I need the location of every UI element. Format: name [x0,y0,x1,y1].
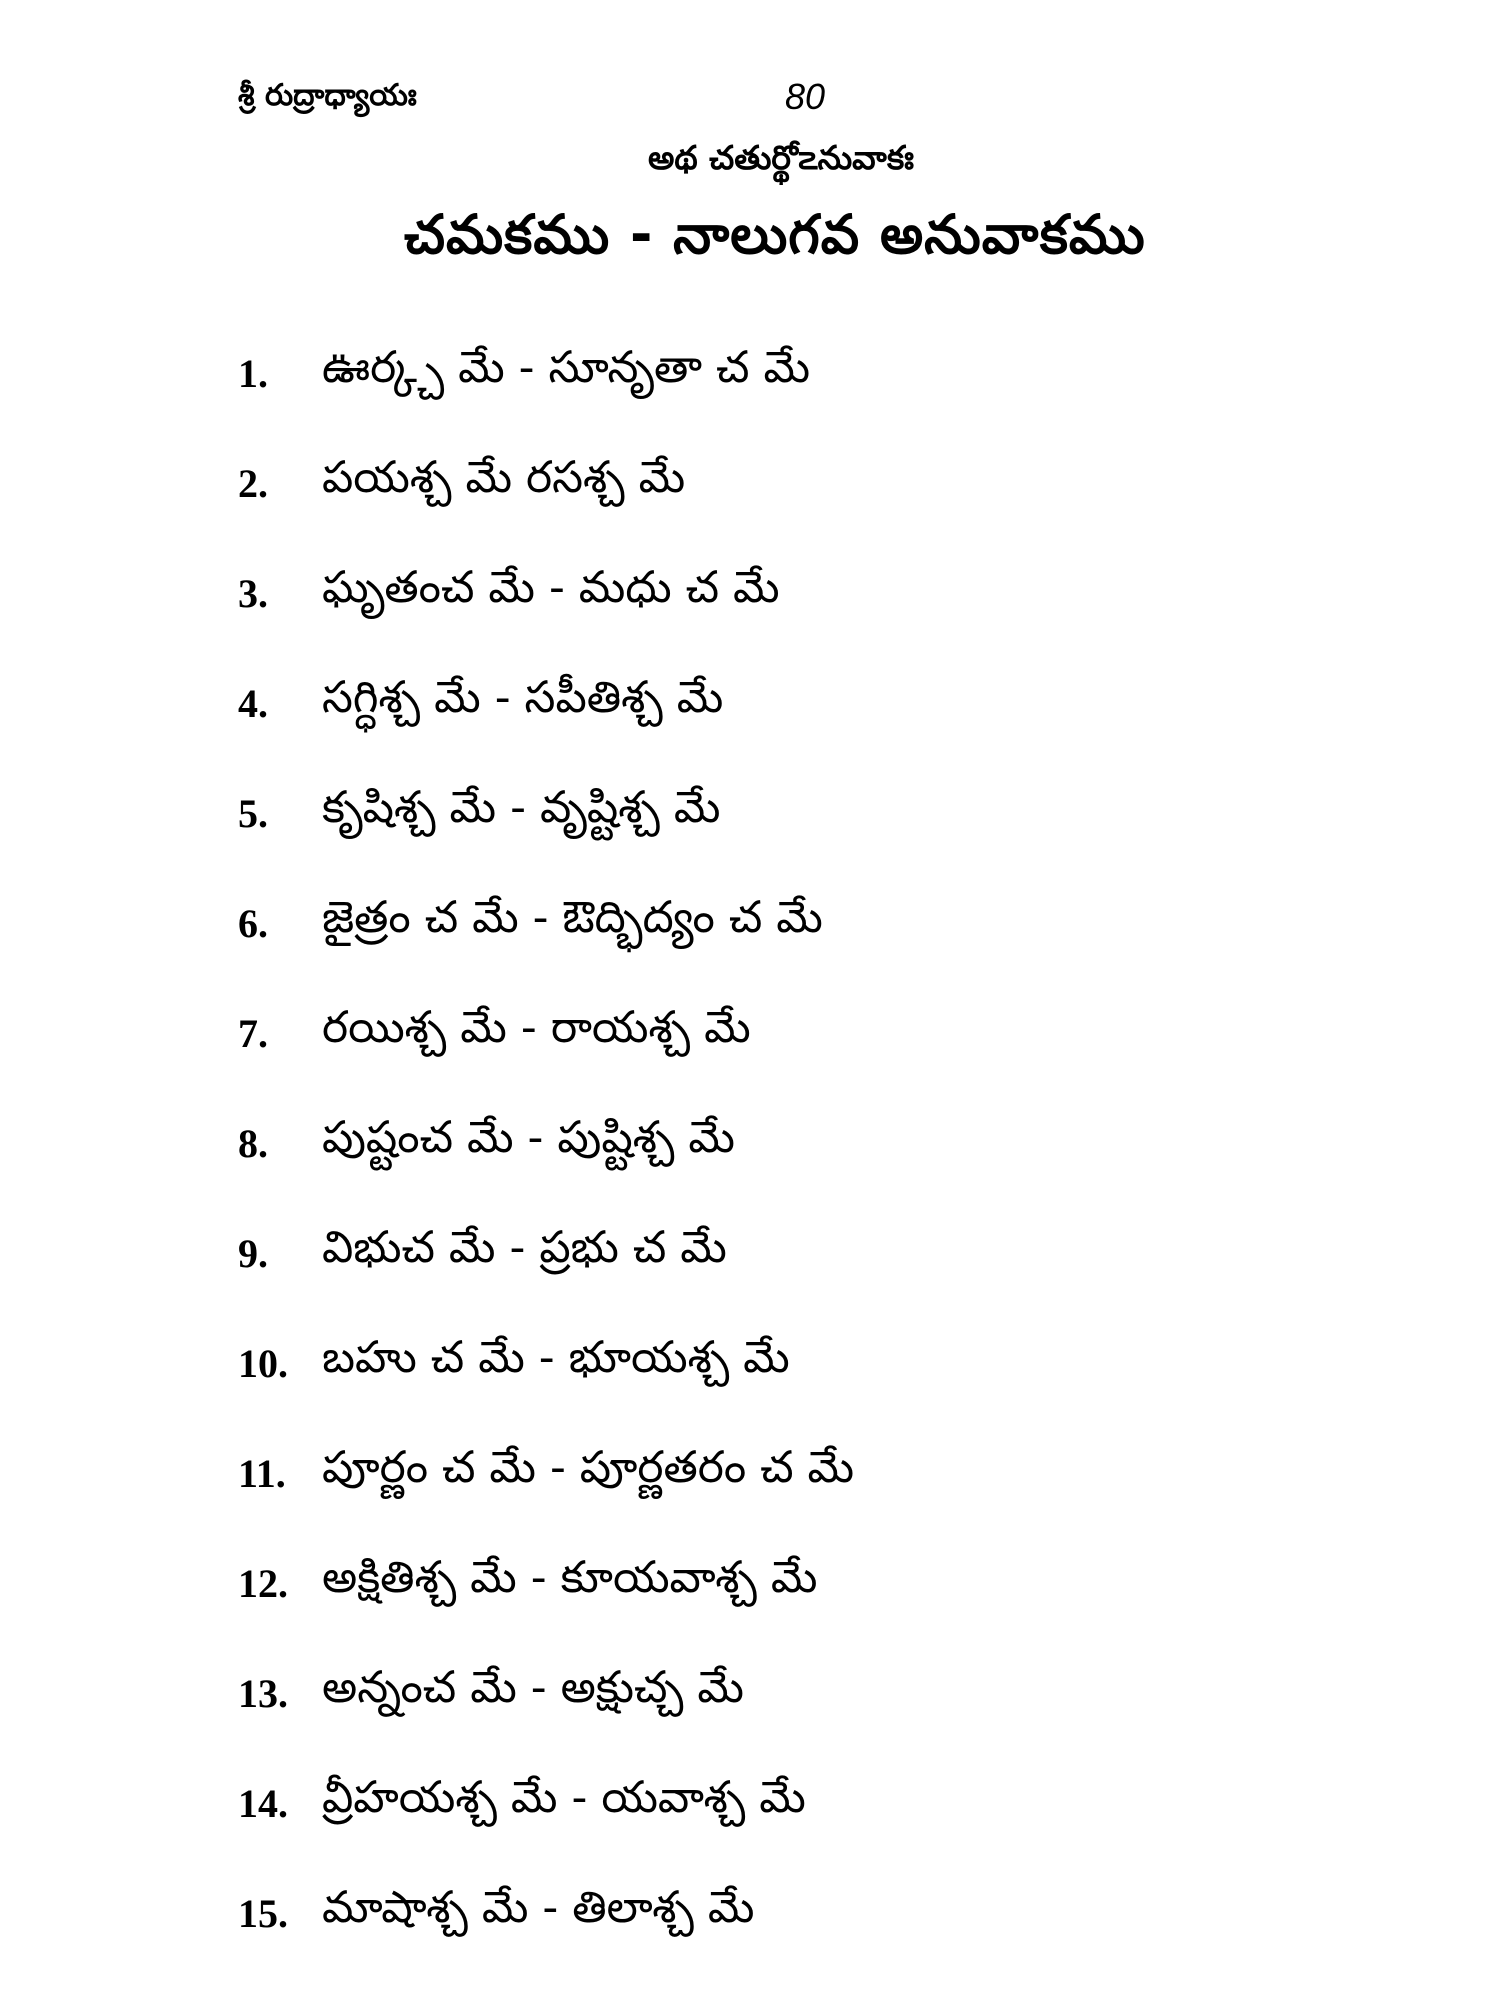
verse-text: రయిశ్చ మే - రాయశ్చ మే [322,1002,751,1053]
verse-item [238,1198,1238,1308]
verse-text: పుష్టంచ మే - పుష్టిశ్చ మే [322,1112,735,1163]
verse-text: మాషాశ్చ మే - తిలాశ్చ మే [322,1882,755,1933]
verse-number: 8. [238,1120,268,1166]
verse-text: ఊర్క్చ మే - సూనృతా చ మే [322,342,811,393]
verse-text: ఘృతంచ మే - మధు చ మే [322,562,780,613]
verse-text: పూర్ణం చ మే - పూర్ణతరం చ మే [322,1442,855,1493]
verse-text: జైత్రం చ మే - ఔద్భిద్యం చ మే [322,892,823,943]
verse-item [238,868,1238,978]
verse-list [238,318,1238,1968]
verse-item [238,318,1238,428]
verse-number: 3. [238,570,268,616]
verse-text: విభుచ మే - ప్రభు చ మే [322,1222,727,1273]
verse-item [238,1748,1238,1858]
verse-item [238,1638,1238,1748]
verse-text: అన్నంచ మే - అక్షుచ్చ మే [322,1662,744,1713]
verse-number: 12. [238,1560,288,1606]
page-title: చమకము - నాలుగవ అనువాకము [404,203,1146,266]
verse-number: 15. [238,1890,288,1936]
verse-number: 11. [238,1450,286,1496]
verse-number: 4. [238,680,268,726]
verse-item [238,428,1238,538]
verse-number: 14. [238,1780,288,1826]
verse-number: 9. [238,1230,268,1276]
verse-item [238,538,1238,648]
verse-item [238,1418,1238,1528]
verse-item [238,1308,1238,1418]
verse-number: 5. [238,790,268,836]
verse-number: 13. [238,1670,288,1716]
verse-item [238,758,1238,868]
verse-item [238,978,1238,1088]
page-number: 80 [785,76,826,117]
verse-number: 2. [238,460,268,506]
verse-text: బహు చ మే - భూయశ్చ మే [322,1332,790,1383]
verse-text: కృషిశ్చ మే - వృష్టిశ్చ మే [322,782,721,833]
verse-item [238,1528,1238,1638]
verse-number: 7. [238,1010,268,1056]
section-subtitle: అథ చతుర్థో౽నువాకః [648,138,914,177]
verse-item [238,1088,1238,1198]
verse-item [238,648,1238,758]
verse-number: 6. [238,900,268,946]
verse-text: సగ్ధిశ్చ మే - సపీతిశ్చ మే [322,672,724,723]
verse-number: 10. [238,1340,288,1386]
verse-number: 1. [238,350,268,396]
book-title: శ్రీ రుద్రాధ్యాయః [238,78,417,113]
verse-text: పయశ్చ మే రసశ్చ మే [322,452,686,503]
verse-item [238,1858,1238,1968]
verse-text: వ్రీహయశ్చ మే - యవాశ్చ మే [322,1772,806,1823]
verse-text: అక్షితిశ్చ మే - కూయవాశ్చ మే [322,1552,818,1603]
